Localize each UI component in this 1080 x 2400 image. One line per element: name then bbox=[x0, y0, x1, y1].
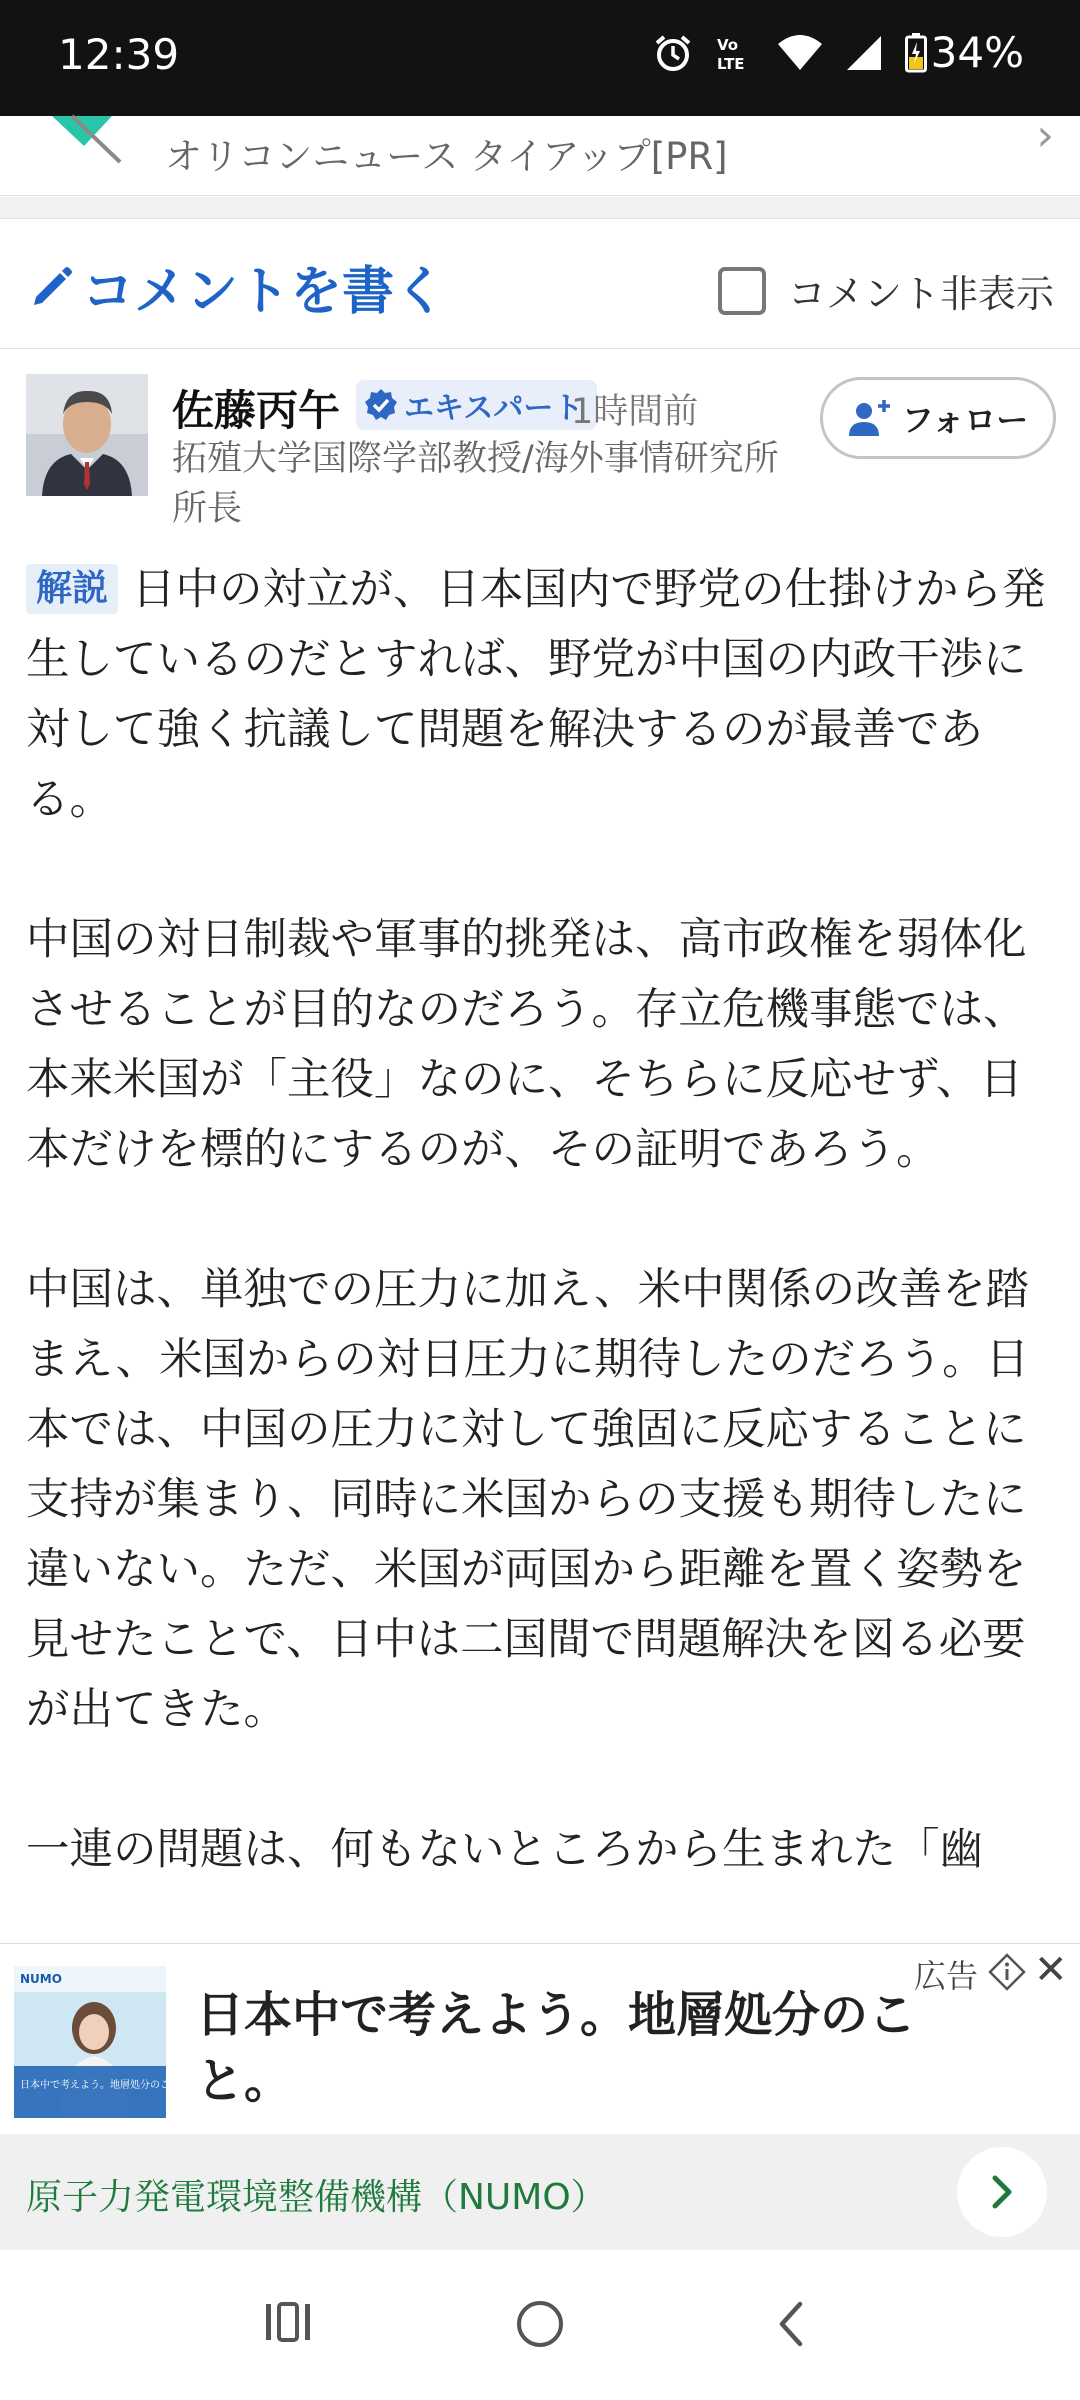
ad-thumb-text: 日本中で考えよう。地層処分のこと。 bbox=[20, 2080, 190, 2091]
pencil-icon bbox=[28, 263, 76, 311]
author-affiliation: 拓殖大学国際学部教授/海外事情研究所所長 bbox=[172, 439, 779, 529]
expert-badge-label: エキスパート bbox=[404, 391, 584, 426]
verified-check-icon bbox=[364, 388, 398, 422]
signal-icon bbox=[845, 34, 883, 72]
add-person-icon bbox=[848, 398, 892, 438]
comment-paragraph bbox=[26, 555, 1056, 835]
ad-banner[interactable] bbox=[0, 1943, 1080, 2250]
ad-advertiser-bar[interactable] bbox=[0, 2134, 1080, 2251]
comment-paragraph-3: 中国は、単独での圧力に加え、米中関係の改善を踏まえ、米国からの対日圧力に期待したのだろう。日本では、中国の圧力に対して強固に反応することに支持が集まり、同時に米国からの支援も期待したに違いない。ただ、米国が両国から距離を置く姿勢を見せたことで、日中は二国間で問題解決を図る必要が出てきた。 bbox=[26, 1265, 1030, 1735]
comment-time: 1時間前 bbox=[571, 392, 699, 432]
comment-body bbox=[26, 555, 1056, 1942]
back-icon[interactable] bbox=[772, 2300, 812, 2348]
battery-icon bbox=[905, 33, 927, 73]
ad-thumb-brand: NUMO bbox=[20, 1972, 62, 1986]
ad-advertiser-name: 原子力発電環境整備機構（NUMO） bbox=[26, 2177, 607, 2218]
section-divider bbox=[0, 197, 1080, 219]
hide-comments-label: コメント非表示 bbox=[787, 272, 1054, 316]
promo-text: オリコンニュース タイアップ[PR] bbox=[165, 135, 728, 178]
ad-headline[interactable]: 日本中で考えよう。地層処分のこと。 bbox=[196, 1987, 917, 2109]
hide-comments-checkbox[interactable] bbox=[718, 267, 766, 315]
status-icons bbox=[653, 28, 1024, 77]
status-bar bbox=[0, 0, 1080, 116]
commentary-tag: 解説 bbox=[26, 564, 118, 614]
battery-percent: 34% bbox=[930, 28, 1024, 77]
follow-label: フォロー bbox=[901, 401, 1029, 439]
ad-thumbnail[interactable] bbox=[14, 1966, 190, 2118]
comment-author bbox=[0, 350, 1080, 540]
alarm-icon bbox=[653, 33, 693, 73]
chevron-right-icon: › bbox=[1036, 110, 1054, 161]
svg-text:LTE: LTE bbox=[716, 54, 745, 73]
comment-paragraph-4: 一連の問題は、何もないところから生まれた「幽 bbox=[26, 1825, 983, 1875]
recent-apps-icon[interactable] bbox=[262, 2300, 314, 2344]
wifi-icon bbox=[777, 34, 823, 72]
follow-button[interactable] bbox=[820, 377, 1056, 459]
comment-header bbox=[0, 219, 1080, 349]
home-icon[interactable] bbox=[514, 2300, 566, 2352]
comment-paragraph-2: 中国の対日制裁や軍事的挑発は、高市政権を弱体化させることが目的なのだろう。存立危機事態では、本来米国が「主役」なのに、そちらに反応せず、日本だけを標的にするのが、その証明であろう。 bbox=[26, 915, 1027, 1175]
svg-text:Vo: Vo bbox=[716, 35, 738, 54]
write-comment-label: コメントを書く bbox=[82, 262, 447, 322]
promo-accent-icon bbox=[52, 116, 122, 164]
ad-label: 広告 bbox=[914, 1957, 979, 1995]
hide-comments-toggle[interactable] bbox=[718, 263, 1054, 318]
ad-info-icon[interactable] bbox=[988, 1953, 1026, 1991]
ad-go-button[interactable] bbox=[957, 2147, 1047, 2237]
expert-badge bbox=[356, 380, 597, 430]
tieup-promo[interactable] bbox=[0, 110, 1080, 196]
system-nav-bar bbox=[0, 2250, 1080, 2400]
write-comment-button[interactable] bbox=[28, 249, 446, 324]
ad-close-icon[interactable]: ✕ bbox=[1034, 1947, 1068, 1993]
status-time: 12:39 bbox=[58, 30, 180, 79]
author-name[interactable]: 佐藤丙午 bbox=[172, 386, 341, 435]
volte-icon bbox=[715, 33, 755, 73]
chevron-right-icon bbox=[987, 2172, 1017, 2212]
avatar[interactable] bbox=[26, 374, 148, 496]
comment-paragraph-1: 日中の対立が、日本国内で野党の仕掛けから発生しているのだとすれば、野党が中国の内政干渉に対して強く抗議して問題を解決するのが最善である。 bbox=[26, 565, 1046, 825]
